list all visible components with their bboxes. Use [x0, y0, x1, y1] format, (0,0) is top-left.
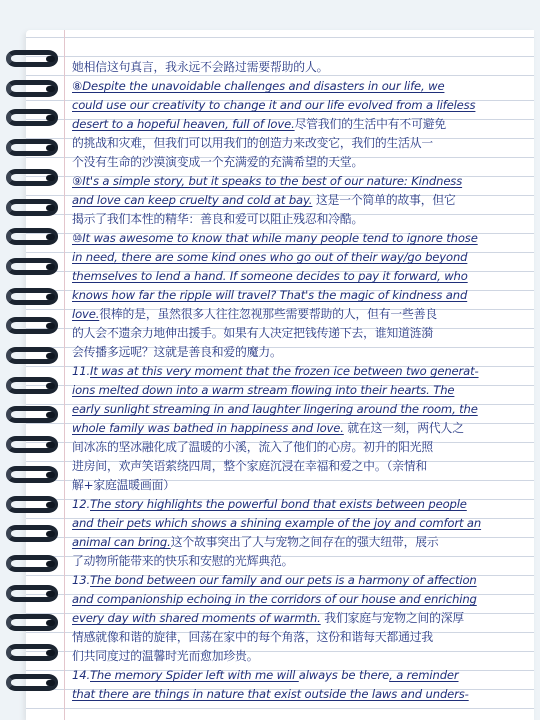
ring-hole [46, 412, 55, 418]
text-segment: love. [72, 307, 100, 321]
text-segment: The story highlights the powerful bond that exists between people [90, 497, 467, 511]
note-line [72, 191, 534, 210]
spiral-binding [0, 50, 60, 710]
text-segment: 这是一个简单的故事，但它 [312, 193, 456, 207]
text-segment: 很棒的是，虽然很多人往往忽视那些需要帮助的人，但有一些善良 [99, 307, 438, 321]
text-segment: 12. [72, 497, 90, 511]
text-segment: 进房间，欢声笑语萦绕四周，整个家庭沉浸在幸福和爱之中。（亲情和 [72, 459, 428, 473]
spiral-ring [6, 406, 58, 423]
note-line [72, 514, 534, 533]
spiral-ring [6, 614, 58, 631]
text-segment: 她相信这句真言，我永远不会路过需要帮助的人。 [72, 60, 329, 74]
note-line [72, 457, 534, 476]
note-line [72, 647, 534, 666]
text-segment: every day with shared moments of warmth. [72, 611, 321, 625]
note-line [72, 685, 534, 704]
note-line [72, 210, 534, 229]
spiral-ring [6, 317, 58, 334]
text-segment: ⑨It's a simple story, but it speaks to the best of our nature: Kindness [72, 174, 463, 188]
spiral-ring [6, 50, 58, 67]
ring-hole [46, 620, 55, 626]
text-segment: , a reminder [389, 668, 459, 682]
spiral-ring [6, 555, 58, 572]
text-segment: always be there [298, 668, 390, 682]
text-segment: and companionship echoing in the corridors of our house and enriching [72, 592, 477, 606]
text-segment: themselves to lend a hand. If someone decides to pay it forward, who [72, 269, 468, 283]
note-line [72, 609, 534, 628]
note-line [72, 476, 534, 495]
note-line [72, 590, 534, 609]
note-line [72, 438, 534, 457]
note-line [72, 248, 534, 267]
ring-hole [46, 264, 55, 270]
spiral-ring [6, 258, 58, 275]
text-segment: The memory Spider left with me will [90, 668, 299, 682]
spiral-ring [6, 347, 58, 364]
text-segment: 解+家庭温暖画面） [72, 478, 175, 492]
handwritten-notes [72, 58, 534, 708]
ring-hole [46, 383, 55, 389]
spiral-ring [6, 199, 58, 216]
text-segment: could use our creativity to change it and our life evolved from a lifeless [72, 98, 476, 112]
note-line [72, 172, 534, 191]
text-segment: knows how far the ripple will travel? That's the magic of kindness and [72, 288, 468, 302]
spiral-ring [6, 674, 58, 691]
note-line [72, 419, 534, 438]
ring-hole [46, 502, 55, 508]
ring-hole [46, 591, 55, 597]
text-segment: whole family was bathed in happiness and love. [72, 421, 344, 435]
ring-hole [46, 561, 55, 567]
text-segment: 这个故事突出了人与宠物之间存在的强大纽带，展示 [170, 535, 439, 549]
note-line [72, 628, 534, 647]
ring-hole [46, 472, 55, 478]
spiral-ring [6, 436, 58, 453]
note-line [72, 400, 534, 419]
spiral-ring [6, 644, 58, 661]
ring-hole [46, 323, 55, 329]
text-segment: early sunlight streaming in and laughter lingering around the room, the [72, 402, 478, 416]
spiral-ring [6, 466, 58, 483]
ring-hole [46, 531, 55, 537]
ring-hole [46, 442, 55, 448]
text-segment: 揭示了我们本性的精华：善良和爱可以阻止残忍和冷酷。 [72, 212, 364, 226]
text-segment: 会传播多远呢？这就是善良和爱的魔力。 [72, 345, 282, 359]
text-segment: desert to a hopeful heaven, full of love. [72, 117, 295, 131]
text-segment: 的挑战和灾难，但我们可以用我们的创造力来改变它，我们的生活从一 [72, 136, 434, 150]
note-line [72, 134, 534, 153]
spiral-ring [6, 496, 58, 513]
text-segment: 情感就像和谐的旋律，回荡在家中的每个角落，这份和谐每天都通过我 [72, 630, 434, 644]
note-line [72, 153, 534, 172]
text-segment: The bond between our family and our pets is a harmony of affection [90, 573, 477, 587]
spiral-ring [6, 109, 58, 126]
ring-hole [46, 56, 55, 62]
note-line [72, 96, 534, 115]
ring-hole [46, 650, 55, 656]
spiral-ring [6, 585, 58, 602]
text-segment: ⑩It was awesome to know that while many people tend to ignore those [72, 231, 478, 245]
ring-hole [46, 145, 55, 151]
text-segment: It was at this very moment that the frozen ice between two generat- [90, 364, 479, 378]
text-segment: 的人会不遗余力地伸出援手。如果有人决定把钱传递下去，谁知道涟漪 [72, 326, 434, 340]
note-line [72, 324, 534, 343]
note-line [72, 267, 534, 286]
note-line [72, 58, 534, 77]
ring-hole [46, 205, 55, 211]
text-segment: and love can keep cruelty and cold at bay. [72, 193, 313, 207]
text-segment: that there are things in nature that exist outside the laws and unders- [72, 687, 469, 701]
note-line [72, 343, 534, 362]
text-segment: 了动物所能带来的快乐和安慰的光辉典范。 [72, 554, 294, 568]
spiral-ring [6, 377, 58, 394]
note-line [72, 115, 534, 134]
text-segment: and their pets which shows a shining example of the joy and comfort an [72, 516, 482, 530]
note-line [72, 286, 534, 305]
spiral-ring [6, 228, 58, 245]
text-segment: ⑧Despite the unavoidable challenges and disasters in our life, we [72, 79, 445, 93]
spiral-ring [6, 139, 58, 156]
text-segment: 个没有生命的沙漠演变成一个充满爱的充满希望的天堂。 [72, 155, 364, 169]
ring-hole [46, 353, 55, 359]
note-line [72, 362, 534, 381]
spiral-ring [6, 525, 58, 542]
note-line [72, 495, 534, 514]
text-segment: 14. [72, 668, 90, 682]
spiral-ring [6, 169, 58, 186]
ring-hole [46, 294, 55, 300]
ring-hole [46, 680, 55, 686]
note-line [72, 229, 534, 248]
note-line [72, 552, 534, 571]
text-segment: 我们家庭与宠物之间的深厚 [320, 611, 465, 625]
text-segment: 13. [72, 573, 90, 587]
text-segment: 们共同度过的温馨时光而愈加珍贵。 [72, 649, 259, 663]
ring-hole [46, 86, 55, 92]
ring-hole [46, 234, 55, 240]
text-segment: animal can bring. [72, 535, 171, 549]
text-segment: 间冰冻的坚冰融化成了温暖的小溪，流入了他们的心房。初升的阳光照 [72, 440, 434, 454]
spiral-ring [6, 288, 58, 305]
margin-line [64, 30, 65, 720]
text-segment: ions melted down into a warm stream flowing into their hearts. The [72, 383, 455, 397]
text-segment: 11. [72, 364, 90, 378]
text-segment: 尽管我们的生活中有不可避免 [294, 117, 447, 131]
ring-hole [46, 115, 55, 121]
text-segment: 就在这一刻，两代人之 [343, 421, 464, 435]
note-line [72, 77, 534, 96]
ring-hole [46, 175, 55, 181]
note-line [72, 533, 534, 552]
spiral-ring [6, 80, 58, 97]
text-segment: in need, there are some kind ones who go out of their way/go beyond [72, 250, 468, 264]
note-line [72, 666, 534, 685]
note-line [72, 571, 534, 590]
note-line [72, 305, 534, 324]
note-line [72, 381, 534, 400]
